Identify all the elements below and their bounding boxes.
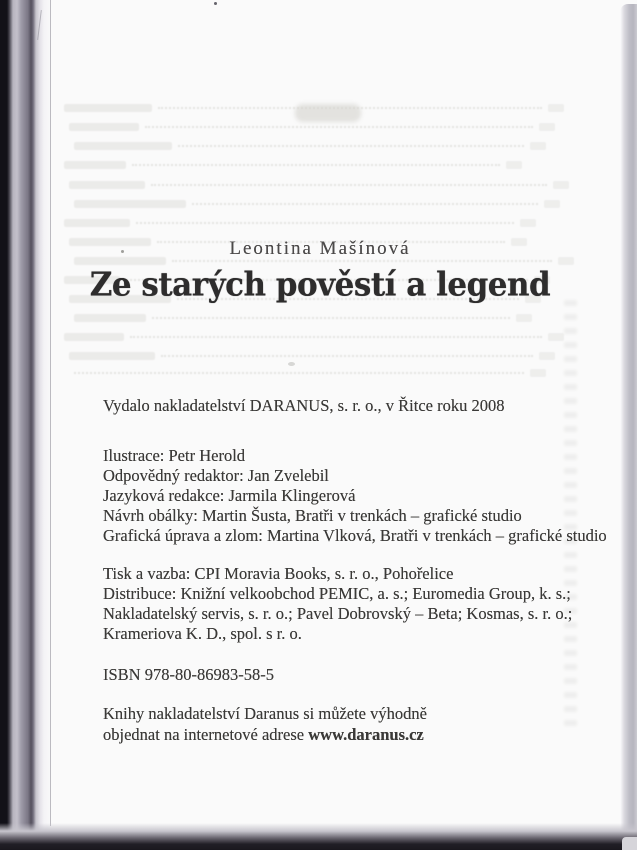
credit-line: Ilustrace: Petr Herold <box>103 446 246 465</box>
publisher-line: Vydalo nakladatelství DARANUS, s. r. o., v Řitce roku 2008 <box>103 396 505 415</box>
order-line-1: Knihy nakladatelství Daranus si můžete výhodně <box>103 704 427 723</box>
ink-speck-icon <box>214 2 217 5</box>
credit-line: Návrh obálky: Martin Šusta, Bratři v trenkách – grafické studio <box>103 506 522 525</box>
credit-line: Jazyková redakce: Jarmila Klingerová <box>103 486 356 505</box>
isbn-line: ISBN 978-80-86983-58-5 <box>103 665 274 684</box>
ink-speck-icon <box>288 362 295 366</box>
credit-line: Grafická úprava a zlom: Martina Vlková, Bratři v trenkách – grafické studio <box>103 526 607 545</box>
scan-right-edge <box>620 4 637 838</box>
production-line: Tisk a vazba: CPI Moravia Books, s. r. o., Pohořelice <box>103 564 454 583</box>
production-block <box>103 564 603 644</box>
credit-line: Odpovědný redaktor: Jan Zvelebil <box>103 466 329 485</box>
order-line-2-prefix: objednat na internetové adrese <box>103 725 309 744</box>
book-title: Ze starých pověstí a legend <box>89 266 551 305</box>
colophon <box>103 396 607 745</box>
production-line: Distribuce: Knižní velkoobchod PEMIC, a. s.; Euromedia Group, k. s.; <box>103 584 571 603</box>
order-line-2 <box>103 724 603 745</box>
page-edge-line <box>50 0 51 826</box>
order-block <box>103 703 603 745</box>
scan-left-binding <box>0 0 52 850</box>
production-line: Nakladatelský servis, s. r. o.; Pavel Dobrovský – Beta; Kosmas, s. r. o.; <box>103 604 573 623</box>
ink-speck-icon <box>121 250 124 253</box>
scan-corner-notch <box>622 837 637 850</box>
isbn-block <box>103 665 603 685</box>
credits-block <box>103 446 607 546</box>
website-url: www.daranus.cz <box>308 725 424 744</box>
author-name: Leontina Mašínová <box>229 238 411 259</box>
production-line: Krameriova K. D., spol. s r. o. <box>103 624 302 643</box>
scan-bottom-edge <box>0 823 637 850</box>
